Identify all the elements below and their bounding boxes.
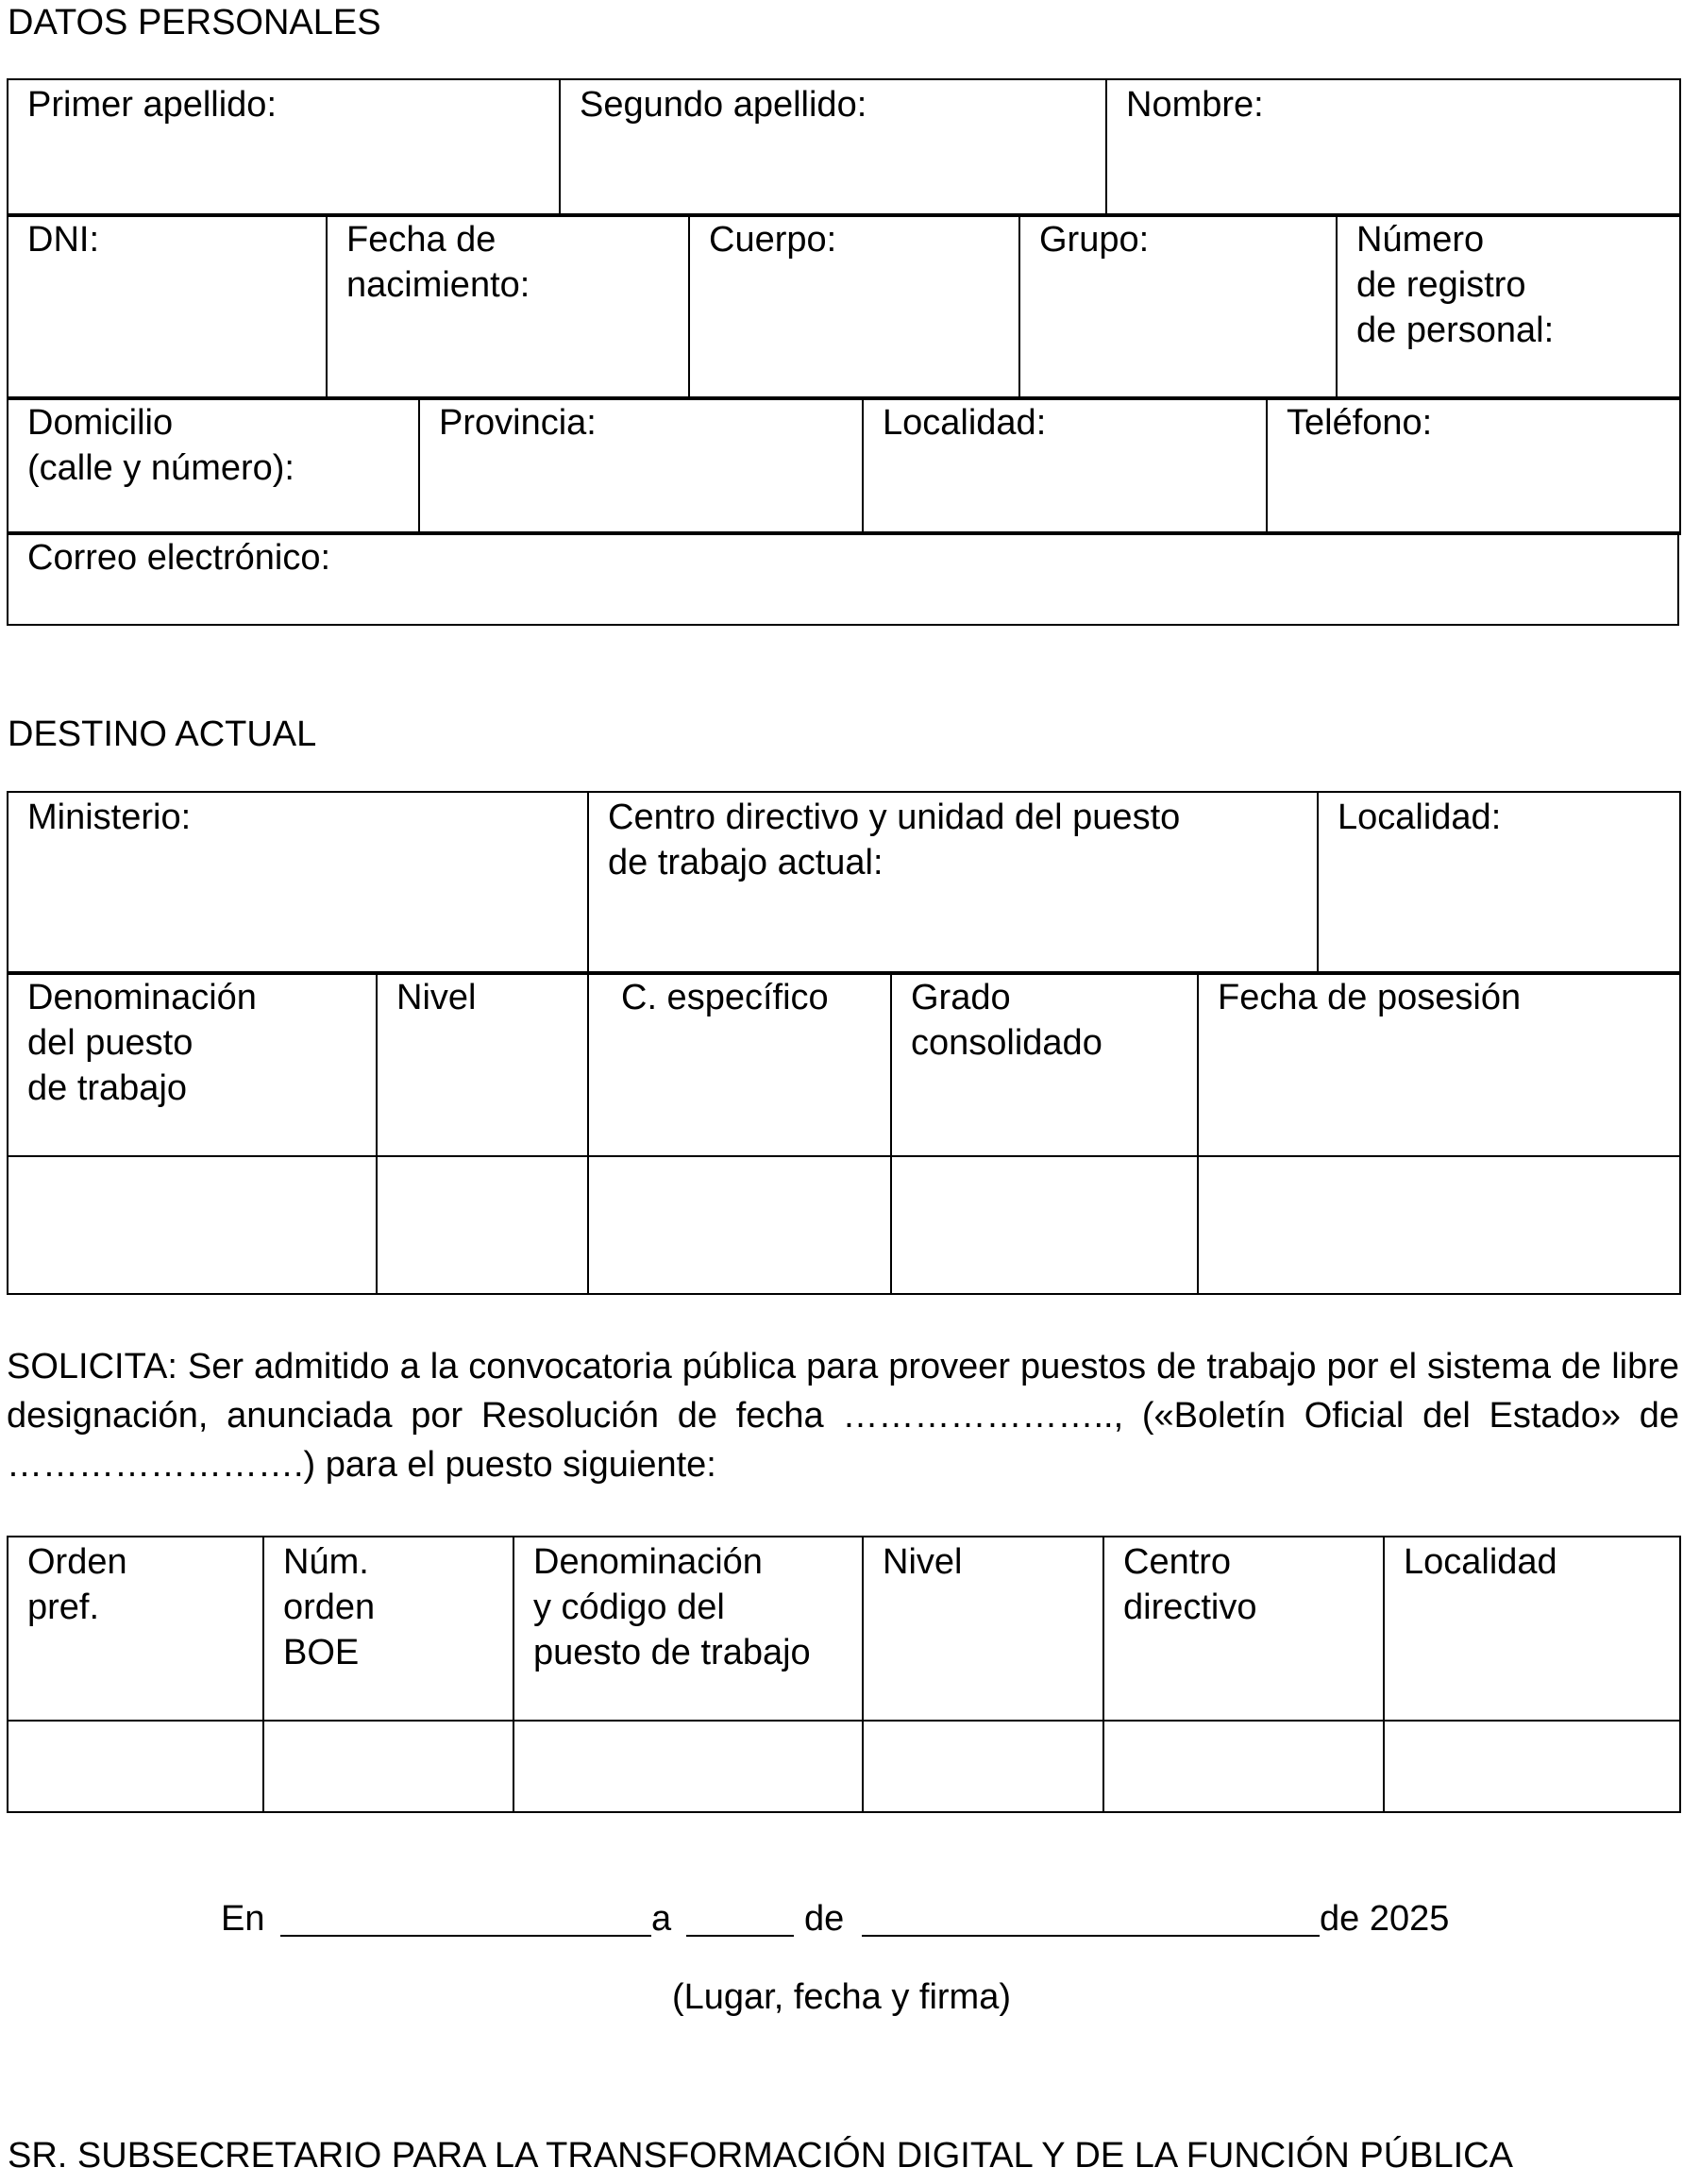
num-orden-boe-input[interactable]	[263, 1721, 513, 1812]
en-label: En	[221, 1899, 265, 1939]
cuerpo-field[interactable]: Cuerpo:	[689, 214, 1019, 399]
num-orden-boe-header: Núm. orden BOE	[263, 1537, 513, 1721]
denominacion-codigo-header: Denominación y código del puesto de trabajo	[513, 1537, 863, 1721]
provincia-field[interactable]: Provincia:	[419, 397, 863, 534]
puesto-solicitado-table	[7, 1536, 1681, 1813]
datos-personales-row4	[7, 531, 1679, 626]
centro-directivo-input[interactable]	[1103, 1721, 1384, 1812]
telefono-field[interactable]: Teléfono:	[1267, 397, 1680, 534]
lugar-blank[interactable]	[280, 1897, 651, 1937]
year-label: de 2025	[1320, 1899, 1450, 1939]
dia-blank[interactable]	[686, 1897, 794, 1937]
grado-consolidado-header: Grado consolidado	[891, 972, 1198, 1156]
domicilio-field[interactable]: Domicilio (calle y número):	[8, 397, 419, 534]
solicita-text: SOLICITA: Ser admitido a la convocatoria pública para proveer puestos de trabajo por el sistema de libre designación, anunciada por Resolución de fecha ………………….., («Boletín Oficial del Estado» de …………………….) para el puesto siguiente:	[7, 1347, 1679, 1485]
centro-directivo-unidad-field[interactable]: Centro directivo y unidad del puesto de trabajo actual:	[588, 792, 1318, 974]
denominacion-puesto-input[interactable]	[8, 1156, 377, 1294]
dni-field[interactable]: DNI:	[8, 214, 327, 399]
centro-directivo-header: Centro directivo	[1103, 1537, 1384, 1721]
correo-electronico-field[interactable]: Correo electrónico:	[8, 532, 1678, 625]
datos-personales-table	[7, 78, 1681, 217]
ministerio-field[interactable]: Ministerio:	[8, 792, 588, 974]
lugar-fecha-firma-note: (Lugar, fecha y firma)	[671, 1977, 1012, 2017]
grupo-field[interactable]: Grupo:	[1019, 214, 1337, 399]
mes-blank[interactable]	[862, 1897, 1320, 1937]
a-label: a	[651, 1899, 672, 1939]
datos-personales-row3	[7, 396, 1681, 535]
destino-actual-row1	[7, 791, 1681, 975]
section-heading-destino-actual: DESTINO ACTUAL	[8, 714, 317, 754]
localidad-puesto-header: Localidad	[1384, 1537, 1680, 1721]
nivel-puesto-header: Nivel	[863, 1537, 1103, 1721]
nivel-header: Nivel	[377, 972, 588, 1156]
numero-registro-personal-field[interactable]: Número de registro de personal:	[1337, 214, 1680, 399]
solicita-paragraph	[7, 1342, 1679, 1489]
denominacion-puesto-header: Denominación del puesto de trabajo	[8, 972, 377, 1156]
grado-consolidado-input[interactable]	[891, 1156, 1198, 1294]
destino-actual-row2	[7, 971, 1681, 1295]
localidad-destino-field[interactable]: Localidad:	[1318, 792, 1680, 974]
fecha-posesion-header: Fecha de posesión	[1198, 972, 1680, 1156]
fecha-posesion-input[interactable]	[1198, 1156, 1680, 1294]
addressee: SR. SUBSECRETARIO PARA LA TRANSFORMACIÓN DIGITAL Y DE LA FUNCIÓN PÚBLICA	[8, 2136, 1513, 2176]
orden-pref-header: Orden pref.	[8, 1537, 263, 1721]
segundo-apellido-field[interactable]: Segundo apellido:	[560, 79, 1106, 216]
nombre-field[interactable]: Nombre:	[1106, 79, 1680, 216]
nivel-puesto-input[interactable]	[863, 1721, 1103, 1812]
localidad-puesto-input[interactable]	[1384, 1721, 1680, 1812]
datos-personales-row2	[7, 213, 1681, 400]
primer-apellido-field[interactable]: Primer apellido:	[8, 79, 560, 216]
orden-pref-input[interactable]	[8, 1721, 263, 1812]
section-heading-datos-personales: DATOS PERSONALES	[8, 3, 381, 42]
fecha-nacimiento-field[interactable]: Fecha de nacimiento:	[327, 214, 689, 399]
denominacion-codigo-input[interactable]	[513, 1721, 863, 1812]
complemento-especifico-header: C. específico	[588, 972, 891, 1156]
de-label: de	[804, 1899, 845, 1939]
complemento-especifico-input[interactable]	[588, 1156, 891, 1294]
nivel-input[interactable]	[377, 1156, 588, 1294]
localidad-field[interactable]: Localidad:	[863, 397, 1267, 534]
